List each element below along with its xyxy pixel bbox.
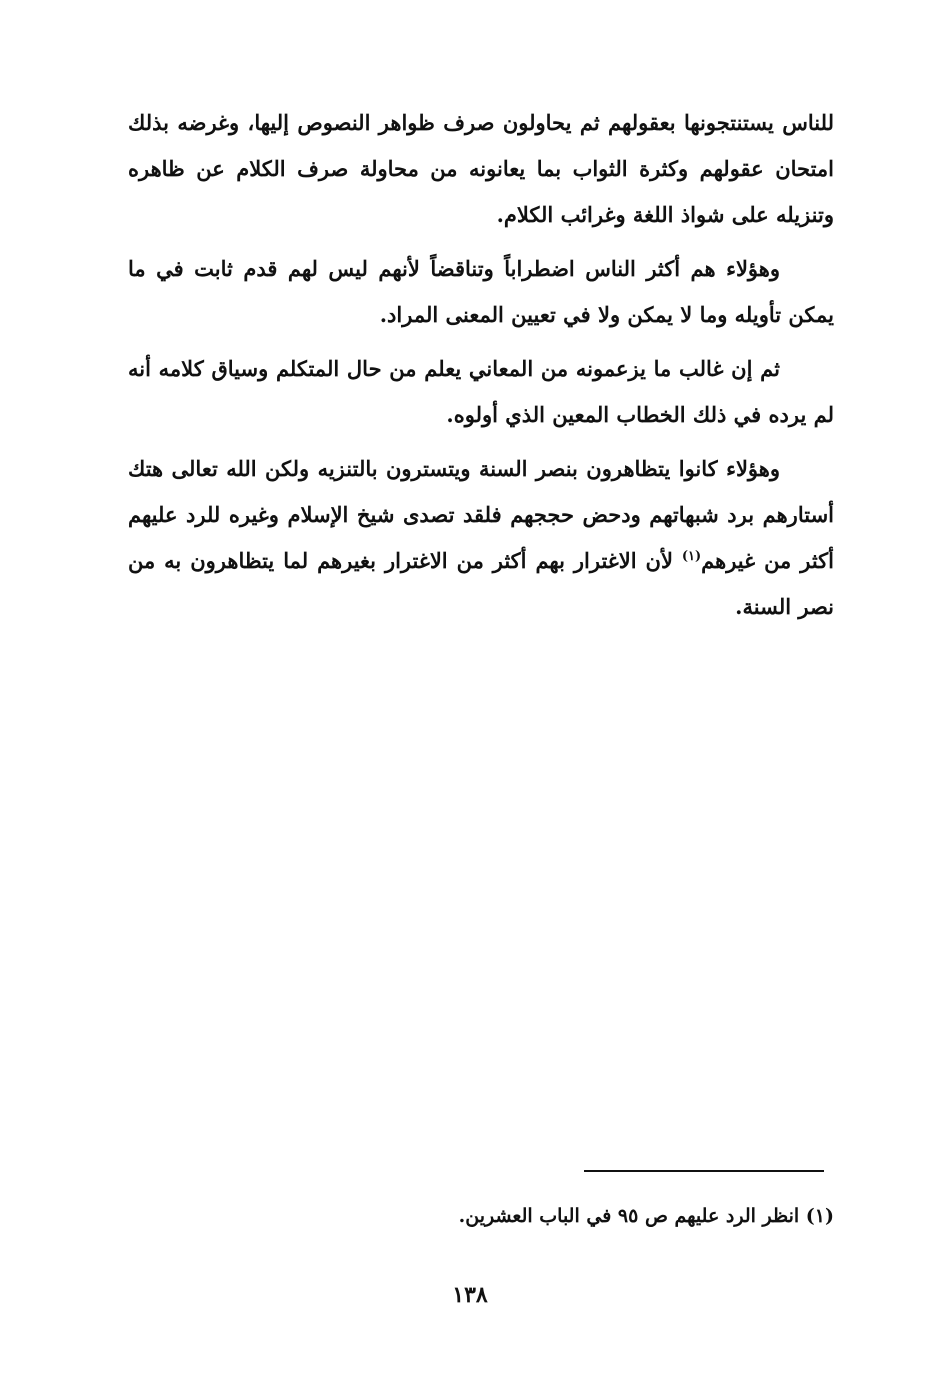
main-text: [128, 100, 834, 638]
paragraph-4-text-before: وهؤلاء كانوا يتظاهرون بنصر السنة ويتسترون بالتنزيه ولكن الله تعالى هتك أستارهم برد شبهاتهم ودحض حججهم فلقد تصدى شيخ الإسلام وغيره للرد عليهم أكثر من غيرهم: [128, 456, 834, 573]
paragraph-1: للناس يستنتجونها بعقولهم ثم يحاولون صرف ظواهر النصوص إليها، وغرضه بذلك امتحان عقولهم وكثرة الثواب بما يعانونه من محاولة صرف الكلام عن ظاهره وتنزيله على شواذ اللغة وغرائب الكلام.: [128, 110, 834, 227]
paragraph-2: وهؤلاء هم أكثر الناس اضطراباً وتناقضاً لأنهم ليس لهم قدم ثابت في ما يمكن تأويله وما لا يمكن ولا في تعيين المعنى المراد.: [128, 256, 834, 327]
paragraph-3: ثم إن غالب ما يزعمونه من المعاني يعلم من حال المتكلم وسياق كلامه أنه لم يرده في ذلك الخطاب المعين الذي أولوه.: [128, 356, 834, 427]
paragraph-4-text-after: لأن الاغترار بهم أكثر من الاغترار بغيرهم لما يتظاهرون به من نصر السنة.: [128, 548, 834, 619]
footnote-divider: [584, 1170, 824, 1172]
footnote: (١) انظر الرد عليهم ص ٩٥ في الباب العشرين.: [458, 1205, 834, 1227]
footnote-reference: (١): [681, 549, 702, 564]
page-number: ١٣٨: [452, 1282, 488, 1308]
paragraph-4: [128, 446, 834, 630]
